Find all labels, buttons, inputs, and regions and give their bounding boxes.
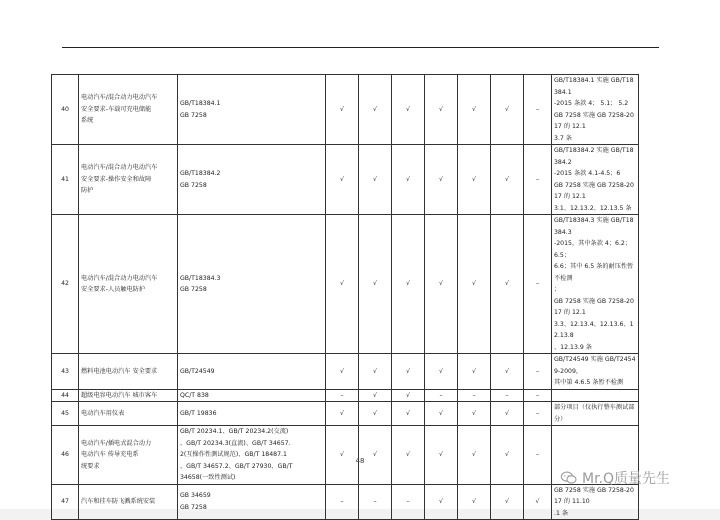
watermark xyxy=(560,468,670,488)
applicability-mark: – xyxy=(524,402,552,426)
watermark-text: Mr.Q质量先生 xyxy=(582,471,671,487)
applicability-mark: √ xyxy=(491,215,524,354)
standard-code: GB 34659 GB 7258 xyxy=(178,484,326,520)
applicability-mark: – xyxy=(524,145,552,215)
standard-code: GB/T18384.1 GB 7258 xyxy=(178,75,326,145)
applicability-mark: – xyxy=(524,215,552,354)
standard-code: GB/T24549 xyxy=(178,354,326,390)
remark: GB/T24549 实施 GB/T24549-2009， 其中第 4.6.5 条暂不检测 xyxy=(552,354,639,390)
applicability-mark: √ xyxy=(425,484,458,520)
applicability-mark: √ xyxy=(458,354,491,390)
applicability-mark: – xyxy=(491,389,524,402)
wechat-icon xyxy=(560,471,578,485)
applicability-mark: √ xyxy=(326,426,359,485)
item-name: 汽车和挂车防飞溅系统安装 xyxy=(79,484,178,520)
standard-code: GB/T 19836 xyxy=(178,402,326,426)
applicability-mark: √ xyxy=(491,426,524,485)
applicability-mark: √ xyxy=(458,484,491,520)
row-number: 44 xyxy=(52,389,79,402)
applicability-mark: – xyxy=(524,426,552,485)
applicability-mark: √ xyxy=(392,426,425,485)
applicability-mark: √ xyxy=(392,354,425,390)
remark: 部分项目（仅执行整车测试部分） xyxy=(552,402,639,426)
applicability-mark: √ xyxy=(458,215,491,354)
item-name: 电动汽车用仪表 xyxy=(79,402,178,426)
row-number: 47 xyxy=(52,484,79,520)
applicability-mark: √ xyxy=(491,75,524,145)
applicability-mark: – xyxy=(458,389,491,402)
table-row xyxy=(52,75,639,145)
applicability-mark: √ xyxy=(359,389,392,402)
applicability-mark: √ xyxy=(392,215,425,354)
table-row xyxy=(52,354,639,390)
row-number: 40 xyxy=(52,75,79,145)
table-row xyxy=(52,484,639,520)
applicability-mark: √ xyxy=(326,75,359,145)
applicability-mark: √ xyxy=(458,145,491,215)
applicability-mark: √ xyxy=(524,484,552,520)
applicability-mark: – xyxy=(425,389,458,402)
remark: GB/T18384.2 实施 GB/T18384.2 -2015 条款 4.1-4.5；6 GB 7258 实施 GB 7258-2017 的 12.1 3.1、12.13.2、12.13.5 条 xyxy=(552,145,639,215)
applicability-mark: √ xyxy=(392,75,425,145)
item-name: 电动汽车/混合动力电动汽车 安全要求-车载可充电储能 系统 xyxy=(79,75,178,145)
item-name: 电动汽车/混合动力电动汽车 安全要求-人员触电防护 xyxy=(79,215,178,354)
applicability-mark: √ xyxy=(491,354,524,390)
remark: GB 7258 实施 GB 7258-2017 的 11.10 .1 条 xyxy=(552,484,639,520)
applicability-mark: – xyxy=(326,484,359,520)
item-name: 燃料电池电动汽车 安全要求 xyxy=(79,354,178,390)
applicability-mark: √ xyxy=(392,402,425,426)
applicability-mark: √ xyxy=(359,426,392,485)
table-row xyxy=(52,215,639,354)
applicability-mark: √ xyxy=(491,402,524,426)
remark: GB/T18384.1 实施 GB/T18384.1 -2015 条款 4； 5.1； 5.2 GB 7258 实施 GB 7258-2017 的 12.1 3.7 条 xyxy=(552,75,639,145)
row-number: 45 xyxy=(52,402,79,426)
table-row xyxy=(52,426,639,485)
table-row xyxy=(52,145,639,215)
applicability-mark: √ xyxy=(425,75,458,145)
applicability-mark: – xyxy=(524,389,552,402)
table-row xyxy=(52,389,639,402)
applicability-mark: – xyxy=(524,75,552,145)
applicability-mark: √ xyxy=(326,215,359,354)
applicability-mark: – xyxy=(359,484,392,520)
applicability-mark: – xyxy=(524,354,552,390)
remark: GB/T18384.3 实施 GB/T18384.3 -2015，其中条款 4；6.2；6.5； 6.6；其中 6.5 条的耐压性暂不检测 ； GB 7258 实施 GB 7258-2017 的 12.1 3.3、12.13.4、12.13.6、12.13.8 、12.13.9 条 xyxy=(552,215,639,354)
applicability-mark: √ xyxy=(326,145,359,215)
applicability-mark: √ xyxy=(458,402,491,426)
applicability-mark: – xyxy=(326,389,359,402)
applicability-mark: √ xyxy=(359,354,392,390)
applicability-mark: √ xyxy=(326,354,359,390)
applicability-mark: √ xyxy=(425,426,458,485)
applicability-mark: √ xyxy=(359,75,392,145)
remark xyxy=(552,389,639,402)
standards-table xyxy=(51,74,639,520)
applicability-mark: √ xyxy=(425,215,458,354)
standard-code: GB/T18384.2 GB 7258 xyxy=(178,145,326,215)
applicability-mark: √ xyxy=(359,402,392,426)
header-rule xyxy=(62,47,659,48)
row-number: 42 xyxy=(52,215,79,354)
row-number: 41 xyxy=(52,145,79,215)
item-name: 电动汽车/混合动力电动汽车 安全要求-操作安全和故障 防护 xyxy=(79,145,178,215)
row-number: 46 xyxy=(52,426,79,485)
applicability-mark: √ xyxy=(425,145,458,215)
standard-code: GB/T 20234.1、GB/T 20234.2(交流) 、GB/T 20234.3(直流)、GB/T 34657. 2(互操作性测试规范)、GB/T 18487.1 、GB/T 34657.2、GB/T 27930、GB/T 34658(一致性测试) xyxy=(178,426,326,485)
standard-code: QC/T 838 xyxy=(178,389,326,402)
page-number: 48 xyxy=(355,457,365,465)
applicability-mark: √ xyxy=(392,145,425,215)
table-row xyxy=(52,402,639,426)
item-name: 超级电容电动汽车 城市客车 xyxy=(79,389,178,402)
applicability-mark: √ xyxy=(458,75,491,145)
applicability-mark: √ xyxy=(491,484,524,520)
applicability-mark: √ xyxy=(458,426,491,485)
applicability-mark: √ xyxy=(491,145,524,215)
applicability-mark: √ xyxy=(425,402,458,426)
applicability-mark: √ xyxy=(425,354,458,390)
row-number: 43 xyxy=(52,354,79,390)
item-name: 电动汽车/插电式混合动力 电动汽车 传导充电系 统要求 xyxy=(79,426,178,485)
applicability-mark: – xyxy=(392,484,425,520)
applicability-mark: √ xyxy=(359,215,392,354)
applicability-mark: √ xyxy=(326,402,359,426)
applicability-mark: √ xyxy=(359,145,392,215)
applicability-mark: √ xyxy=(392,389,425,402)
standard-code: GB/T18384.3 GB 7258 xyxy=(178,215,326,354)
